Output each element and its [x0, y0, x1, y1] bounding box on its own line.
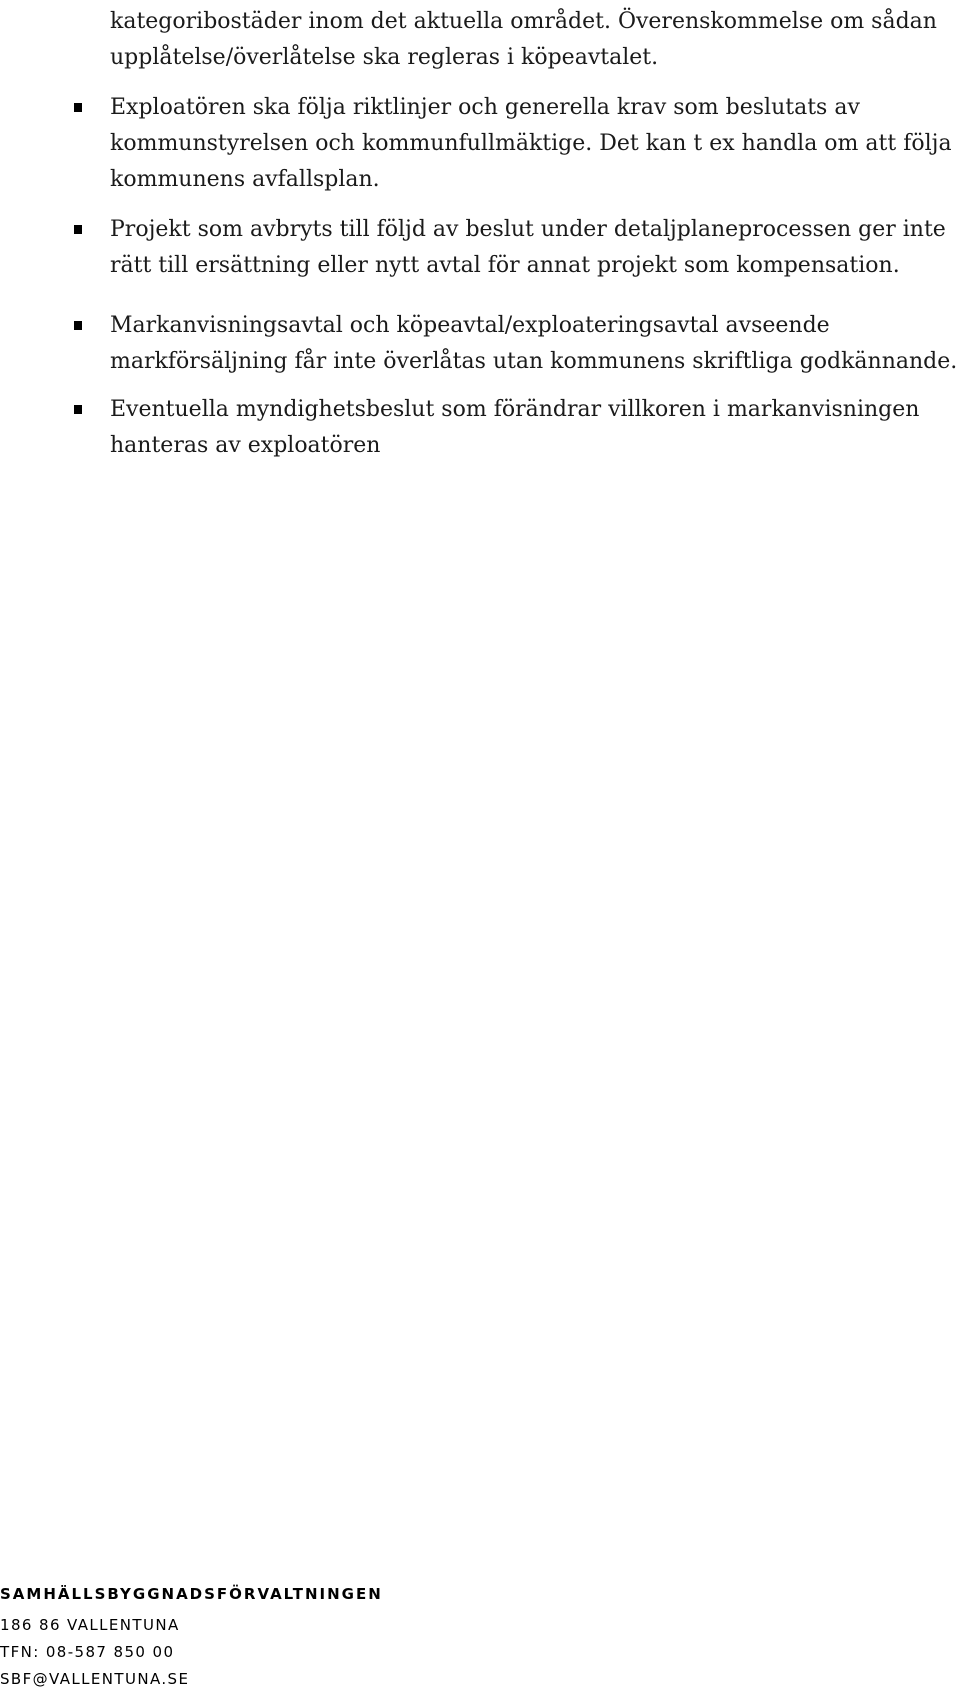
list-item-text: Projekt som avbryts till följd av beslut under detaljplaneprocessen ger inte rätt till ersättning eller nytt avtal för annat projekt som kompensation. — [110, 217, 946, 278]
document-body — [110, 0, 960, 464]
footer-address: 186 86 VALLENTUNA — [0, 1616, 180, 1634]
square-bullet-icon — [74, 405, 82, 414]
square-bullet-icon — [74, 103, 82, 112]
list-item — [110, 90, 960, 198]
page-footer — [0, 1584, 400, 1693]
list-item-text: Eventuella myndighetsbeslut som förändrar villkoren i markanvisningen hanteras av exploatören — [110, 397, 920, 458]
footer-email: SBF@VALLENTUNA.SE — [0, 1670, 190, 1688]
footer-organization: SAMHÄLLSBYGGNADSFÖRVALTNINGEN — [0, 1585, 383, 1603]
list-item — [110, 308, 960, 380]
list-item-text: Markanvisningsavtal och köpeavtal/exploateringsavtal avseende markförsäljning får inte överlåtas utan kommunens skriftliga godkännande. — [110, 313, 958, 374]
list-item-text: Exploatören ska följa riktlinjer och generella krav som beslutats av kommunstyrelsen och kommunfullmäktige. Det kan t ex handla om att följa kommunens avfallsplan. — [110, 95, 952, 192]
footer-phone: TFN: 08-587 850 00 — [0, 1643, 175, 1661]
continuation-paragraph: kategoribostäder inom det aktuella området. Överenskommelse om sådan upplåtelse/överlåtelse ska regleras i köpeavtalet. — [110, 9, 937, 70]
bullet-list — [110, 90, 960, 464]
square-bullet-icon — [74, 321, 82, 330]
square-bullet-icon — [74, 225, 82, 234]
list-item — [110, 212, 960, 284]
list-item — [110, 392, 960, 464]
